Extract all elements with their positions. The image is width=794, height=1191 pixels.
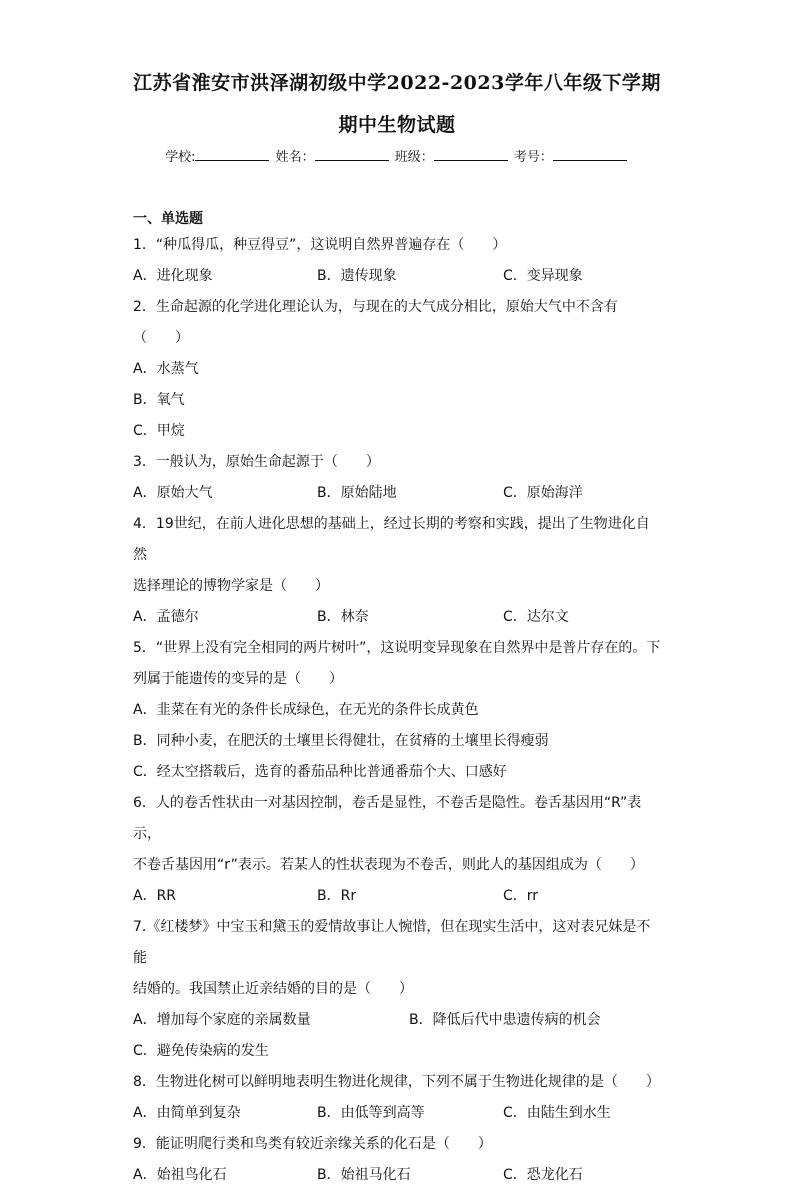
question-7-stem-cont: 结婚的。我国禁止近亲结婚的目的是（ ）	[133, 981, 413, 997]
question-4-stem: 4．19世纪，在前人进化思想的基础上，经过长期的考察和实践，提出了生物进化自然	[133, 516, 650, 563]
question-4-stem-cont: 选择理论的博物学家是（ ）	[133, 578, 329, 594]
question-3-stem: 3．一般认为，原始生命起源于（ ）	[133, 454, 380, 470]
name-label: 姓名：	[275, 150, 315, 165]
option-b: B．原始陆地	[317, 485, 397, 501]
option-a: A．由简单到复杂	[133, 1105, 241, 1121]
option-b: B．林奈	[317, 609, 369, 625]
question-5-stem-cont: 列属于能遗传的变异的是（ ）	[133, 671, 343, 687]
name-blank[interactable]	[315, 148, 389, 161]
option-c: C．由陆生到水生	[503, 1105, 611, 1121]
question-9-stem: 9．能证明爬行类和鸟类有较近亲缘关系的化石是（ ）	[133, 1136, 492, 1152]
question-2-stem: 2．生命起源的化学进化理论认为，与现在的大气成分相比，原始大气中不含有（ ）	[133, 299, 618, 346]
question-6-stem: 6．人的卷舌性状由一对基因控制，卷舌是显性，不卷舌是隐性。卷舌基因用“R”表示，	[133, 795, 642, 842]
option-b: B．由低等到高等	[317, 1105, 425, 1121]
option-c: C．甲烷	[133, 423, 185, 439]
question-8-stem: 8．生物进化树可以鲜明地表明生物进化规律，下列不属于生物进化规律的是（ ）	[133, 1074, 660, 1090]
option-c: C．rr	[503, 888, 539, 904]
option-a: A．始祖鸟化石	[133, 1167, 227, 1183]
option-c: C．恐龙化石	[503, 1167, 583, 1183]
section-title: 一、单选题	[133, 211, 203, 227]
question-list	[133, 230, 663, 1191]
option-b: B．氧气	[133, 392, 185, 408]
question-6-options	[133, 881, 663, 912]
option-c: C．变异现象	[503, 268, 583, 284]
option-a: A．进化现象	[133, 268, 213, 284]
exam-title-line-2: 期中生物试题	[338, 114, 456, 136]
question-4-options	[133, 602, 663, 633]
school-label: 学校:	[165, 150, 196, 165]
question-8-options	[133, 1098, 663, 1129]
exam-number-blank[interactable]	[553, 148, 627, 161]
question-5-stem: 5．“世界上没有完全相同的两片树叶”，这说明变异现象在自然界中是普片存在的。下	[133, 640, 661, 656]
option-c: C．达尔文	[503, 609, 569, 625]
option-c: C．避免传染病的发生	[133, 1043, 269, 1059]
question-3-options	[133, 478, 663, 509]
option-a: A．孟德尔	[133, 609, 199, 625]
option-b: B．遗传现象	[317, 268, 397, 284]
question-9-options	[133, 1160, 663, 1191]
exam-number-label: 考号：	[513, 150, 553, 165]
option-b: B．同种小麦，在肥沃的土壤里长得健壮，在贫瘠的土壤里长得瘦弱	[133, 733, 549, 749]
option-a: A．水蒸气	[133, 361, 199, 377]
question-1-stem: 1．“种瓜得瓜，种豆得豆”，这说明自然界普遍存在（ ）	[133, 237, 507, 253]
option-b: B．始祖马化石	[317, 1167, 411, 1183]
option-c: C．经太空搭载后，选育的番茄品种比普通番茄个大、口感好	[133, 764, 507, 780]
option-a: A．RR	[133, 888, 177, 904]
question-7-options-row	[133, 1005, 663, 1036]
exam-title-line-1: 江苏省淮安市洪泽湖初级中学2022-2023学年八年级下学期	[133, 72, 661, 94]
class-blank[interactable]	[434, 148, 508, 161]
option-b: B．降低后代中患遗传病的机会	[409, 1012, 601, 1028]
option-b: B．Rr	[317, 888, 357, 904]
class-label: 班级：	[394, 150, 434, 165]
question-6-stem-cont: 不卷舌基因用“r”表示。若某人的性状表现为不卷舌，则此人的基因组成为（ ）	[133, 857, 644, 873]
option-c: C．原始海洋	[503, 485, 583, 501]
option-a: A．韭菜在有光的条件长成绿色，在无光的条件长成黄色	[133, 702, 479, 718]
option-a: A．原始大气	[133, 485, 213, 501]
question-7-stem: 7.《红楼梦》中宝玉和黛玉的爱情故事让人惋惜，但在现实生活中，这对表兄妹是不能	[133, 919, 651, 966]
question-1-options	[133, 261, 663, 292]
school-blank[interactable]	[195, 148, 269, 161]
student-info-row	[0, 146, 794, 165]
option-a: A．增加每个家庭的亲属数量	[133, 1012, 311, 1028]
